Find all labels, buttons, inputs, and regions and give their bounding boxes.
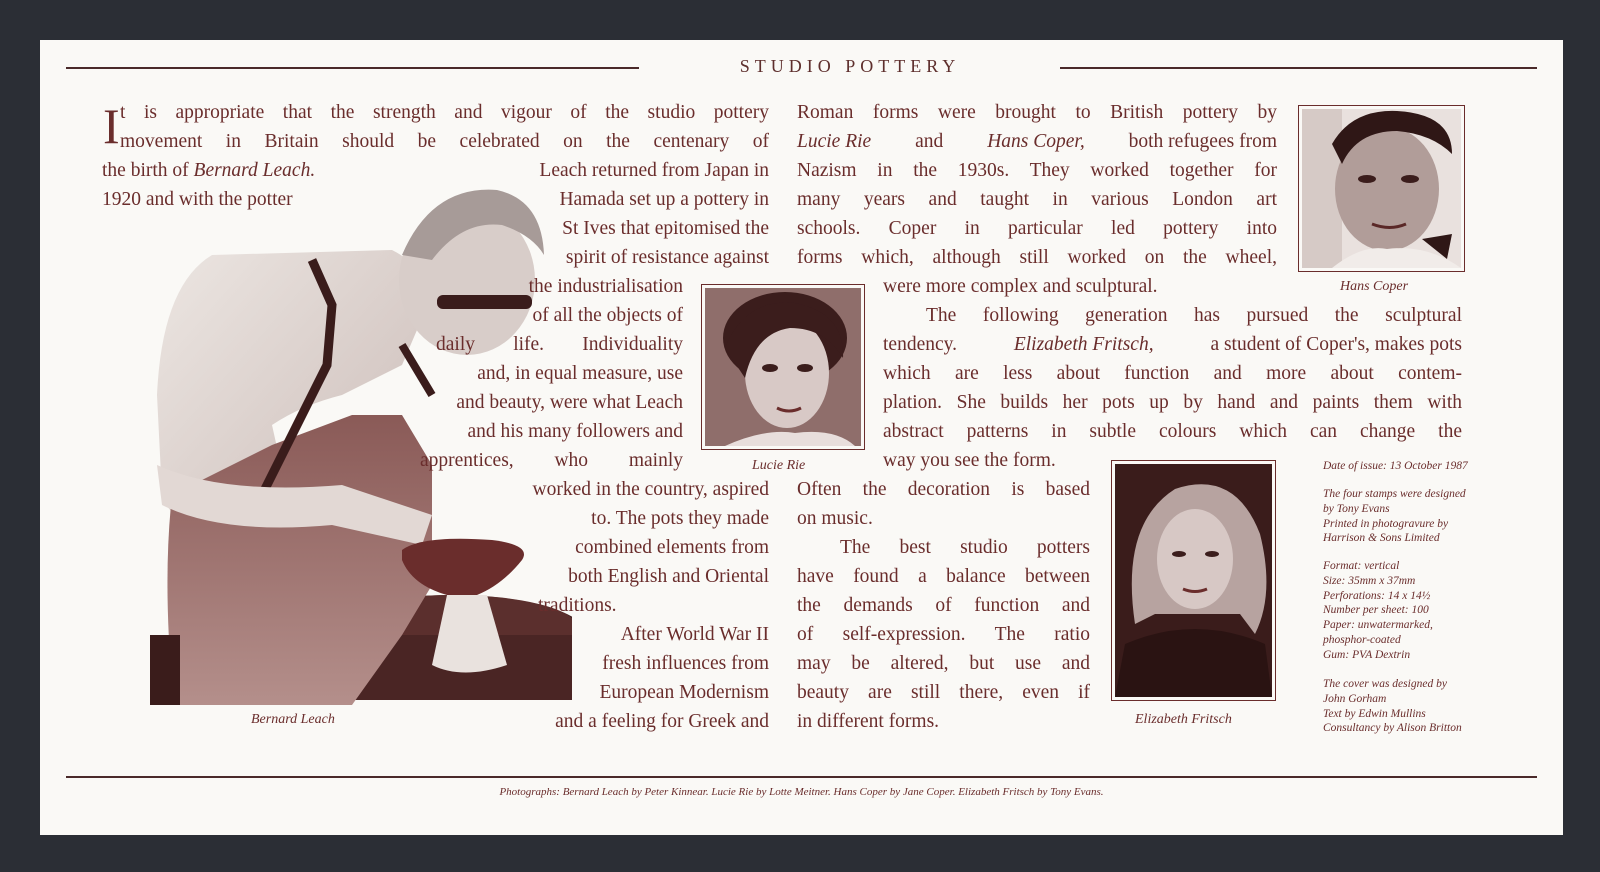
text-line: both English and Oriental [568, 566, 769, 587]
text-line: daily life. Individuality [436, 334, 683, 355]
detail-line: Perforations: 14 x 14½ [1323, 589, 1431, 602]
caption-elizabeth-fritsch: Elizabeth Fritsch [1135, 712, 1232, 727]
text-fragment-italic: Hans Coper, [987, 131, 1085, 152]
detail-line: John Gorham [1323, 692, 1387, 705]
lucie-rie-photo [701, 284, 865, 450]
leaflet-card [40, 40, 1563, 835]
text-line: plation. She builds her pots up by hand and paints them with [883, 392, 1462, 413]
detail-line: The four stamps were designed [1323, 488, 1466, 500]
detail-line: phosphor-coated [1323, 633, 1401, 646]
text-line: forms which, although still worked on the wheel, [797, 247, 1277, 268]
text-line: schools. Coper in particular led pottery into [797, 218, 1277, 239]
detail-line: The cover was designed by [1323, 678, 1447, 690]
page-title: STUDIO POTTERY [739, 56, 961, 76]
text-line: the industrialisation [528, 276, 683, 297]
text-line: and his many followers and [467, 421, 683, 442]
issue-date: Date of issue: 13 October 1987 [1323, 460, 1468, 472]
text-line: were more complex and sculptural. [883, 276, 1158, 297]
text-line: After World War II [620, 624, 769, 645]
text-line: of self-expression. The ratio [797, 624, 1090, 645]
text-line: The following generation has pursued the sculptural [926, 305, 1462, 326]
text-line [102, 157, 315, 185]
text-line: apprentices, who mainly [420, 450, 683, 471]
text-line: way you see the form. [883, 450, 1056, 471]
text-line: worked in the country, aspired [532, 479, 769, 500]
text-line: Nazism in the 1930s. They worked together for [797, 160, 1277, 181]
text-line: 1920 and with the potter [102, 189, 293, 210]
footer-rule [66, 776, 1537, 778]
detail-line: Number per sheet: 100 [1323, 604, 1429, 617]
text-line: of all the objects of [532, 305, 683, 326]
detail-line: Harrison & Sons Limited [1323, 532, 1440, 545]
text-line: movement in Britain should be celebrated on the centenary of [120, 131, 769, 152]
text-line: spirit of resistance against [565, 247, 769, 268]
caption-hans-coper: Hans Coper [1340, 279, 1409, 294]
text-line: European Modernism [599, 682, 769, 703]
elizabeth-fritsch-photo [1111, 460, 1276, 701]
text-line: and beauty, were what Leach [456, 392, 683, 413]
text-line: to. The pots they made [591, 508, 769, 529]
detail-line: Size: 35mm x 37mm [1323, 574, 1416, 587]
text-line: Leach returned from Japan in [539, 160, 769, 181]
text-line: abstract patterns in subtle colours which can change the [883, 421, 1462, 442]
text-line: in different forms. [797, 711, 940, 732]
header-rule-right [1060, 67, 1537, 69]
hans-coper-photo [1298, 105, 1465, 272]
lucie-rie-portrait [705, 288, 861, 446]
text-line: and a feeling for Greek and [555, 711, 769, 732]
text-fragment: the birth of [102, 160, 189, 181]
text-line: which are less about function and more about contem- [883, 363, 1462, 384]
text-line: and, in equal measure, use [477, 363, 683, 384]
elizabeth-fritsch-portrait [1115, 464, 1272, 697]
detail-line: Gum: PVA Dextrin [1323, 648, 1411, 661]
text-line: Roman forms were brought to British pottery by [797, 102, 1277, 123]
text-line: The best studio potters [840, 537, 1090, 558]
design-credits [1323, 487, 1466, 546]
text-line: Often the decoration is based [797, 479, 1090, 500]
text-line: combined elements from [575, 537, 769, 558]
text-fragment-italic: Elizabeth Fritsch, [1013, 334, 1154, 355]
stamp-format [1323, 559, 1433, 663]
text-fragment: a student of Coper's, makes pots [1210, 334, 1462, 355]
text-fragment-italic: Lucie Rie [797, 131, 872, 152]
caption-lucie-rie: Lucie Rie [752, 458, 806, 473]
text-line: St Ives that epitomised the [562, 218, 769, 239]
text-line: Hamada set up a pottery in [559, 189, 769, 210]
detail-line: Paper: unwatermarked, [1323, 619, 1433, 632]
caption-bernard-leach: Bernard Leach [251, 712, 335, 727]
detail-line: Printed in photogravure by [1323, 517, 1449, 530]
hans-coper-portrait [1302, 109, 1461, 268]
text-line [797, 128, 1277, 156]
photo-credits: Photographs: Bernard Leach by Peter Kinnear. Lucie Rie by Lotte Meitner. Hans Coper by Jane Coper. Elizabeth Fritsch by Tony Evans. [499, 786, 1104, 798]
text-line: beauty are still there, even if [797, 682, 1090, 703]
detail-line: Format: vertical [1323, 560, 1400, 572]
text-line: traditions. [538, 595, 617, 616]
text-line: on music. [797, 508, 873, 529]
text-line: the demands of function and [797, 595, 1090, 616]
text-fragment: and [915, 131, 944, 152]
detail-line: by Tony Evans [1323, 502, 1390, 515]
detail-line: Consultancy by Alison Britton [1323, 722, 1462, 735]
detail-line: Text by Edwin Mullins [1323, 707, 1426, 720]
text-fragment-italic: Bernard Leach. [193, 160, 316, 181]
text-fragment: tendency. [883, 334, 957, 355]
cover-credits [1323, 677, 1462, 736]
text-line: many years and taught in various London art [797, 189, 1277, 210]
text-line: have found a balance between [797, 566, 1090, 587]
text-line: fresh influences from [602, 653, 769, 674]
text-fragment: both refugees from [1128, 131, 1277, 152]
header-rule-left [66, 67, 639, 69]
text-line [883, 331, 1462, 359]
text-line: may be altered, but use and [797, 653, 1090, 674]
text-line: t is appropriate that the strength and vigour of the studio pottery [120, 102, 769, 123]
drop-cap: I [103, 98, 120, 154]
